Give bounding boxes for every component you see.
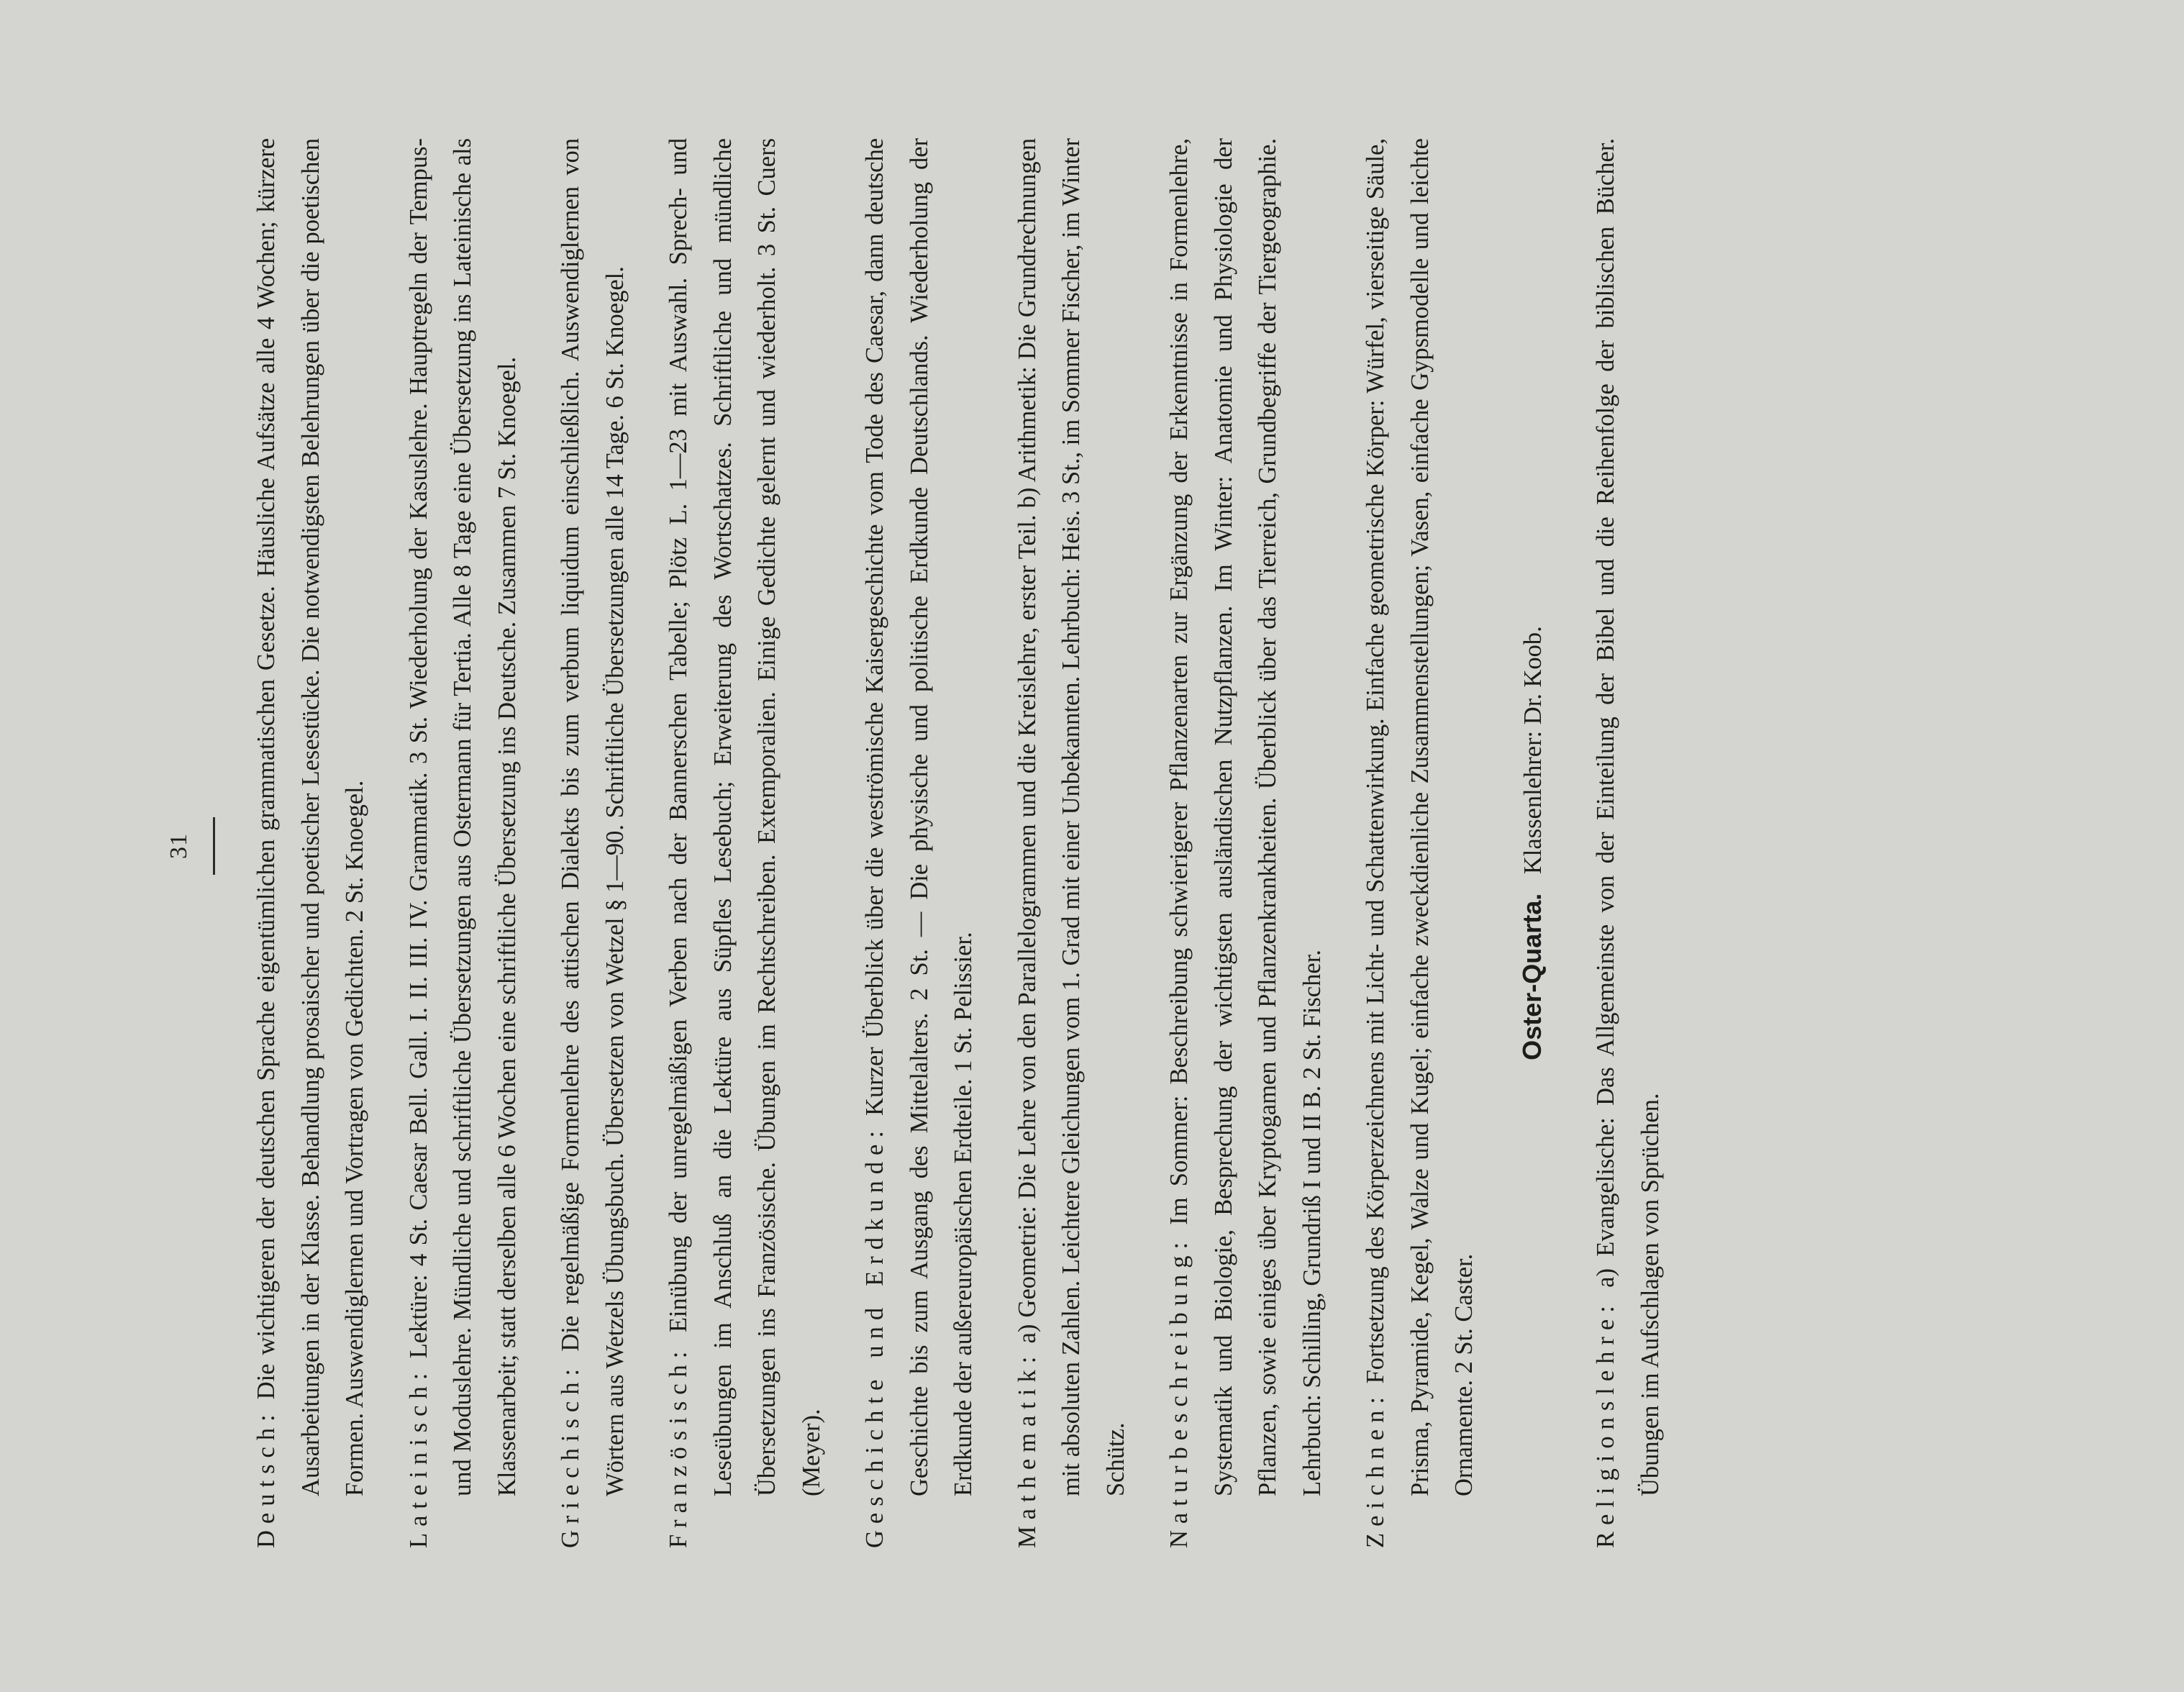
section-label: Lateinisch: [404, 1366, 432, 1548]
section-label: Griechisch: [557, 1362, 584, 1548]
section-geschichte-erdkunde [853, 138, 986, 1548]
section-label: Französisch: [665, 1345, 692, 1548]
class-heading [1510, 138, 1556, 1548]
section-text: Im Sommer: Beschreibung schwierigerer Pflanzenarten zur Ergänzung der Erkenntnisse in Formenlehre, Systematik und Biologie, Besprechung der wichtigsten ausländischen Nutzpflanzen. Im Winter: Anatomie und Physiologie der Pflanzen, sowie einiges über Kryptogamen und Pflanzenkrankheiten. Überblick über das Tierreich, Grundbegriffe der Tiergeographie. Lehrbuch: Schilling, Grundriß I und II B. 2 St. Fischer. [1165, 138, 1326, 1496]
section-text: Die regelmäßige Formenlehre des attischen Dialekts bis zum verbum liquidum einschließlich. Auswendiglernen von Wörtern aus Wetzels Übungsbuch. Übersetzen von Wetzel § 1—90. Schriftliche Übersetzungen alle 14 Tage. 6 St. Knoegel. [557, 137, 629, 1496]
section-religionslehre [1584, 138, 1673, 1548]
section-label: Mathematik: [1013, 1350, 1041, 1548]
section-franzoesisch [657, 138, 834, 1548]
page-number: 31 [165, 833, 192, 859]
section-text: a) Geometrie: Die Lehre von den Parallelogrammen und die Kreislehre, erster Teil. b) Arithmetik: Die Grundrechnungen mit absoluten Zahlen. Leichtere Gleichungen vom 1. Grad mit einer Unbekannten. Lehrbuch: Heis. 3 St., im Sommer Fischer, im Winter Schütz. [1013, 137, 1129, 1496]
section-label: Naturbeschreibung: [1165, 1235, 1193, 1548]
section-lateinisch [397, 138, 530, 1548]
section-label: Religionslehre: [1592, 1299, 1619, 1548]
section-deutsch [245, 138, 378, 1548]
section-label: Zeichnen: [1362, 1391, 1389, 1548]
section-mathematik [1006, 138, 1139, 1548]
section-text: Lektüre: 4 St. Caesar Bell. Gall. I. II. III. IV. Grammatik. 3 St. Wiederholung der Kasuslehre. Hauptregeln der Tempus- und Moduslehre. Mündliche und schriftliche Übersetzungen aus Ostermann für Tertia. Alle 8 Tage eine Übersetzung ins Lateinische als Klassenarbeit; statt derselben alle 6 Wochen eine schriftliche Übersetzung ins Deutsche. Zusammen 7 St. Knoegel. [404, 138, 521, 1496]
section-text: Einübung der unregelmäßigen Verben nach der Bannerschen Tabelle; Plötz L. 1—23 mit Auswahl. Sprech- und Leseübungen im Anschluß an die Lektüre aus Süpfles Lesebuch; Erweiterung des Wortschatzes. Schriftliche und mündliche Übersetzungen ins Französische. Übungen im Rechtschreiben. Extemporalien. Einige Gedichte gelernt und wiederholt. 3 St. Cuers (Meyer). [665, 137, 825, 1496]
section-text: Fortsetzung des Körperzeichnens mit Licht- und Schattenwirkung. Einfache geometrische Körper: Würfel, vierseitige Säule, Prisma, Pyramide, Kegel, Walze und Kugel; einfache zweckdienliche Zusammenstellungen; Vasen, einfache Gypsmodelle und leichte Ornamente. 2 St. Caster. [1362, 138, 1478, 1496]
class-title: Oster-Quarta. [1516, 893, 1547, 1060]
page-content [245, 138, 1692, 1548]
section-text: a) Evangelische: Das Allgemeinste von der Einteilung der Bibel und die Reihenfolge der biblischen Bücher. Übungen im Aufschlagen von Sprüchen. [1592, 138, 1664, 1496]
section-text: Die wichtigeren der deutschen Sprache eigentümlichen grammatischen Gesetze. Häusliche Aufsätze alle 4 Wochen; kürzere Ausarbeitungen in der Klasse. Behandlung prosaischer und poetischer Lesestücke. Die notwendigsten Belehrungen über die poetischen Formen. Auswendiglernen und Vortragen von Gedichten. 2 St. Knoegel. [252, 137, 368, 1496]
section-text: Kurzer Überblick über die weströmische Kaisergeschichte vom Tode des Caesar, dann deutsche Geschichte bis zum Ausgang des Mittelalters. 2 St. — Die physische und politische Erdkunde Deutschlands. Wiederholung der Erdkunde der außereuropäischen Erdteile. 1 St. Pelissier. [861, 137, 977, 1496]
page-number-rule [213, 817, 215, 875]
section-zeichnen [1354, 138, 1487, 1548]
section-label: Deutsch: [252, 1408, 280, 1548]
section-label: Geschichte und Erdkunde: [861, 1124, 888, 1548]
class-teacher: Klassenlehrer: Dr. Koob. [1519, 626, 1547, 875]
section-naturbeschreibung [1157, 138, 1334, 1548]
section-griechisch [549, 138, 637, 1548]
